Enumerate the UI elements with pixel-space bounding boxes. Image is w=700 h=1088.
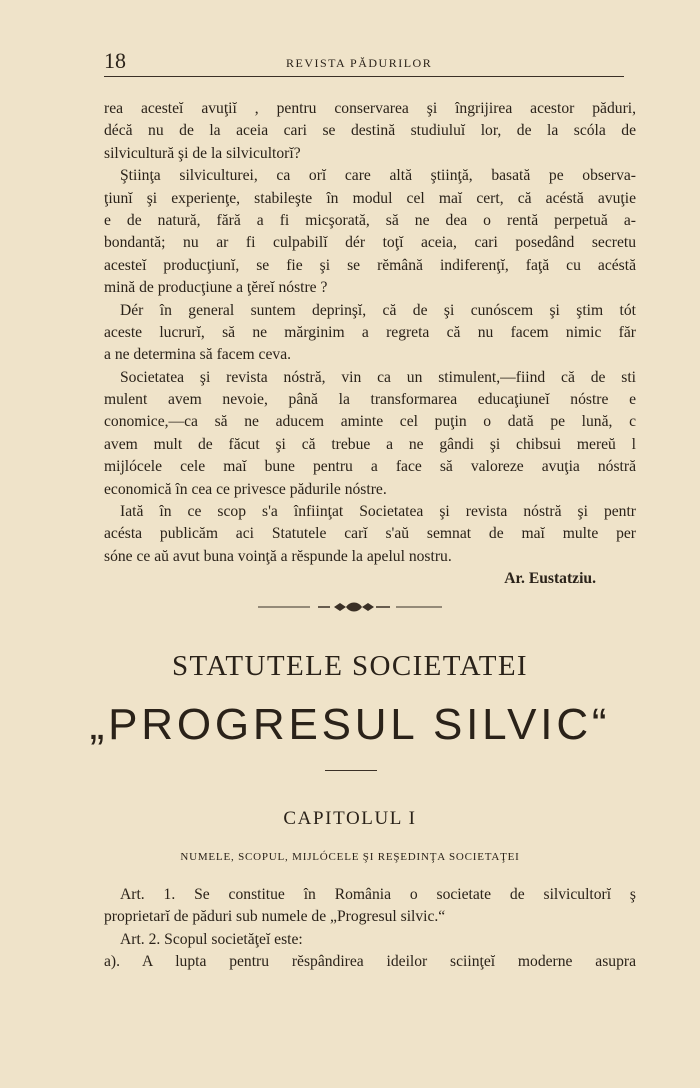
chapter-subtitle: NUMELE, SCOPUL, MIJLÓCELE ŞI REŞEDINŢA SOCIETAŢEI (180, 851, 520, 863)
text-line: mulent avem nevoie, până la transformarea educaţiuneĭ nóstre e (104, 391, 636, 409)
text-line: aceste lucrurĭ, să ne mărginim a regreta că nu facem nimic făr (104, 323, 636, 341)
text-line: Societatea şi revista nóstră, vin ca un stimulent,—fiind că de sti (120, 368, 636, 386)
text-line: bondantă; nu ar fi culpabilĭ dér toţĭ aceia, cari posedând secretu (104, 234, 636, 252)
text-line: avem mult de făcut şi că trebue a ne gândi şi chibsui mereŭ l (104, 435, 636, 453)
text-line: Ştiinţa silviculturei, ca orĭ care altă ştiinţă, basată pe observa- (120, 167, 636, 185)
chapter-heading: CAPITOLUL I (283, 808, 417, 829)
header-rule (104, 76, 624, 77)
page-header (104, 48, 634, 78)
text-line: a ne determina să facem ceva. (104, 346, 292, 364)
body-text (104, 98, 636, 591)
article-line: Art. 2. Scopul societăţeĭ este: (120, 930, 303, 948)
page-number: 18 (104, 48, 126, 73)
text-line: economică în cea ce privesce pădurile nóstre. (104, 480, 387, 498)
text-line: sóne ce aŭ avut buna voinţă a rĕspunde la apelul nostru. (104, 547, 452, 565)
author-signature: Ar. Eustatziu. (504, 570, 596, 588)
text-line: ţiunĭ şi experienţe, stabileşte în modul cel maĭ cert, că acéstă avuţie (104, 189, 636, 207)
society-name: „PROGRESUL SILVIC“ (89, 700, 611, 749)
article-line: Art. 1. Se constitue în România o societate de silvicultorĭ ş (120, 886, 636, 903)
ornament-icon (250, 599, 450, 615)
text-line: acésta publicăm aci Statutele carĭ s'aŭ semnat de maĭ multe per (104, 525, 636, 543)
text-line: mină de producţiune a ţĕreĭ nóstre ? (104, 279, 328, 297)
statute-title: STATUTELE SOCIETATEI (171, 650, 528, 682)
text-line: silvicultură şi de la silvicultorĭ? (104, 144, 301, 162)
text-line: acesteĭ producţiunĭ, se fie şi se rĕmână indiferenţĭ, faţă cu acéstă (104, 256, 636, 274)
articles-text (104, 884, 636, 974)
text-line: mijlócele cele maĭ bune pentru a face să valoreze avuţia nóstră (104, 458, 636, 476)
text-line: conomice,—ca să ne aducem aminte cel puţin o dată pe lună, c (104, 413, 636, 431)
title-rule (325, 770, 377, 771)
text-line: décă nu de la aceia cari se destină studiuluĭ lor, de la scóla de (104, 122, 636, 140)
text-line: Dér în general suntem deprinşĭ, că de şi cunóscem şi ştim tót (120, 301, 636, 319)
running-title: REVISTA PĂDURILOR (286, 56, 433, 70)
article-line: a). A lupta pentru rĕspândirea ideilor sciinţeĭ moderne asupra (104, 953, 636, 971)
ornament-divider (0, 599, 700, 615)
text-line: rea acesteĭ avuţiĭ , pentru conservarea şi îngrijirea acestor păduri, (104, 100, 636, 117)
text-line: Iată în ce scop s'a înfiinţat Societatea şi revista nóstră şi pentr (120, 503, 636, 521)
article-line: proprietarĭ de păduri sub numele de „Progresul silvic.“ (104, 908, 446, 926)
text-line: e de natură, fără a fi micşorată, să ne dea o rentă perpetuă a- (104, 211, 636, 229)
